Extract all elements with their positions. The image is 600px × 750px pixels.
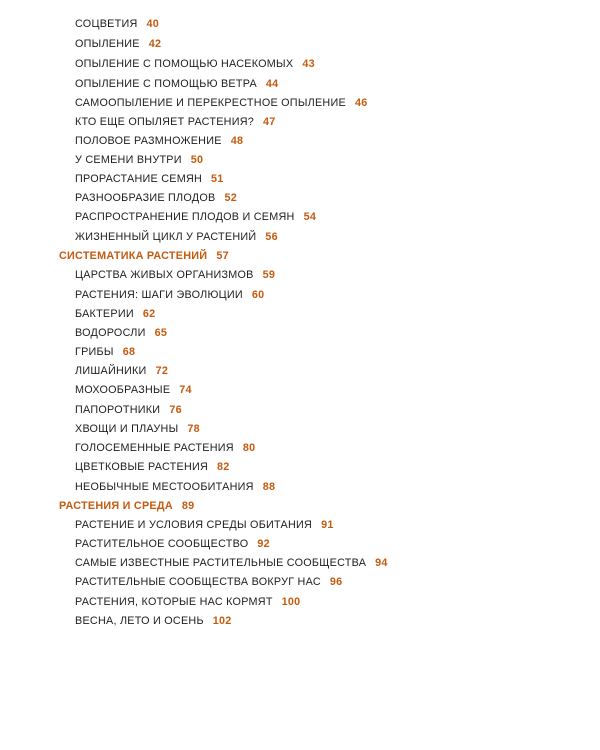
toc-entry-title: ОПЫЛЕНИЕ [75, 38, 140, 50]
toc-entry [75, 480, 275, 494]
toc-entry [75, 422, 200, 436]
toc-entry [75, 172, 224, 186]
toc-entry-page-number: 44 [265, 78, 279, 90]
toc-entry-page-number: 59 [262, 269, 276, 281]
toc-entry [75, 383, 192, 397]
toc-entry [75, 96, 367, 110]
toc-entry-title: У СЕМЕНИ ВНУТРИ [75, 154, 182, 166]
toc-entry [75, 153, 203, 167]
toc-entry-title: РАСТЕНИЯ И СРЕДА [59, 500, 173, 512]
toc-entry [75, 268, 275, 282]
toc-entry-title: ПРОРАСТАНИЕ СЕМЯН [75, 173, 203, 185]
toc-entry-title: ПАПОРОТНИКИ [75, 404, 161, 416]
toc-entry [75, 57, 315, 71]
toc-entry-page-number: 76 [169, 404, 182, 416]
toc-entry-title: ГРИБЫ [75, 346, 114, 358]
toc-entry-title: МОХООБРАЗНЫЕ [75, 384, 171, 396]
toc-entry-page-number: 68 [122, 346, 136, 358]
toc-entry [75, 345, 135, 359]
toc-entry-page-number: 65 [154, 327, 168, 339]
toc-entry-title: ОПЫЛЕНИЕ С ПОМОЩЬЮ ВЕТРА [75, 78, 257, 90]
toc-entry [75, 403, 182, 417]
toc-entry-title: ВОДОРОСЛИ [75, 327, 146, 339]
toc-entry [75, 115, 276, 129]
toc-entry [75, 460, 230, 474]
toc-entry-page-number: 43 [302, 58, 315, 70]
toc-entry-title: ПОЛОВОЕ РАЗМНОЖЕНИЕ [75, 135, 222, 147]
toc-entry [75, 595, 300, 609]
toc-entry-page-number: 74 [179, 384, 192, 396]
toc-entry-title: ОПЫЛЕНИЕ С ПОМОЩЬЮ НАСЕКОМЫХ [75, 58, 294, 70]
toc-entry [75, 441, 255, 455]
toc-entry-title: СОЦВЕТИЯ [75, 18, 138, 30]
toc-section [59, 499, 194, 513]
toc-entry [75, 134, 243, 148]
toc-entry-page-number: 100 [281, 596, 301, 608]
toc-entry [75, 17, 159, 31]
toc-entry [75, 614, 232, 628]
toc-entry-title: ЖИЗНЕННЫЙ ЦИКЛ У РАСТЕНИЙ [75, 231, 257, 243]
toc-entry [75, 537, 270, 551]
toc-entry-page-number: 56 [265, 231, 278, 243]
toc-entry [75, 37, 161, 51]
toc-entry-title: РАСТЕНИЯ: ШАГИ ЭВОЛЮЦИИ [75, 289, 243, 301]
toc-entry-title: ГОЛОСЕМЕННЫЕ РАСТЕНИЯ [75, 442, 234, 454]
toc-entry [75, 556, 388, 570]
toc-entry-title: РАСТЕНИЯ, КОТОРЫЕ НАС КОРМЯТ [75, 596, 273, 608]
toc-entry [75, 364, 168, 378]
toc-entry-title: СИСТЕМАТИКА РАСТЕНИЙ [59, 250, 208, 262]
toc-entry-page-number: 72 [155, 365, 169, 377]
toc-entry-page-number: 50 [190, 154, 204, 166]
toc-entry-title: РАЗНООБРАЗИЕ ПЛОДОВ [75, 192, 216, 204]
toc-entry-page-number: 51 [211, 173, 224, 185]
toc-entry-title: ХВОЩИ И ПЛАУНЫ [75, 423, 179, 435]
toc-entry-title: КТО ЕЩЕ ОПЫЛЯЕТ РАСТЕНИЯ? [75, 116, 255, 128]
toc-entry-page-number: 89 [181, 500, 195, 512]
toc-entry-title: ЦВЕТКОВЫЕ РАСТЕНИЯ [75, 461, 209, 473]
toc-entry [75, 307, 155, 321]
toc-entry [75, 575, 342, 589]
toc-entry [75, 77, 278, 91]
toc-entry-title: РАСТЕНИЕ И УСЛОВИЯ СРЕДЫ ОБИТАНИЯ [75, 519, 313, 531]
toc-entry-page-number: 78 [187, 423, 200, 435]
toc-entry-page-number: 88 [262, 481, 276, 493]
toc-entry-page-number: 92 [257, 538, 270, 550]
toc-entry-page-number: 91 [321, 519, 334, 531]
toc-entry-page-number: 42 [148, 38, 162, 50]
toc-entry-page-number: 94 [375, 557, 388, 569]
toc-entry-page-number: 102 [212, 615, 232, 627]
toc-entry-page-number: 60 [251, 289, 265, 301]
toc-entry [75, 210, 316, 224]
toc-entry-page-number: 46 [354, 97, 368, 109]
toc-entry-page-number: 62 [142, 308, 156, 320]
toc-entry [75, 288, 264, 302]
toc-entry-title: НЕОБЫЧНЫЕ МЕСТООБИТАНИЯ [75, 481, 254, 493]
toc-entry-page-number: 40 [146, 18, 160, 30]
toc-entry-page-number: 80 [242, 442, 256, 454]
toc-entry [75, 230, 278, 244]
toc-entry-title: РАСТИТЕЛЬНЫЕ СООБЩЕСТВА ВОКРУГ НАС [75, 576, 321, 588]
toc-section [59, 249, 229, 263]
toc-entry [75, 518, 334, 532]
toc-entry [75, 191, 237, 205]
toc-entry [75, 326, 167, 340]
toc-entry-title: БАКТЕРИИ [75, 308, 134, 320]
toc-entry-page-number: 82 [217, 461, 230, 473]
toc-entry-title: ЛИШАЙНИКИ [75, 365, 147, 377]
toc-entry-page-number: 54 [303, 211, 317, 223]
toc-entry-page-number: 96 [329, 576, 343, 588]
toc-entry-page-number: 48 [230, 135, 244, 147]
toc-entry-title: САМЫЕ ИЗВЕСТНЫЕ РАСТИТЕЛЬНЫЕ СООБЩЕСТВА [75, 557, 367, 569]
toc-entry-title: РАСТИТЕЛЬНОЕ СООБЩЕСТВО [75, 538, 249, 550]
toc-entry-title: САМООПЫЛЕНИЕ И ПЕРЕКРЕСТНОЕ ОПЫЛЕНИЕ [75, 97, 346, 109]
toc-entry-title: РАСПРОСТРАНЕНИЕ ПЛОДОВ И СЕМЯН [75, 211, 295, 223]
toc-entry-title: ЦАРСТВА ЖИВЫХ ОРГАНИЗМОВ [75, 269, 254, 281]
toc-entry-page-number: 57 [216, 250, 229, 262]
toc-entry-title: ВЕСНА, ЛЕТО И ОСЕНЬ [75, 615, 204, 627]
toc-entry-page-number: 47 [263, 116, 276, 128]
toc-entry-page-number: 52 [224, 192, 237, 204]
